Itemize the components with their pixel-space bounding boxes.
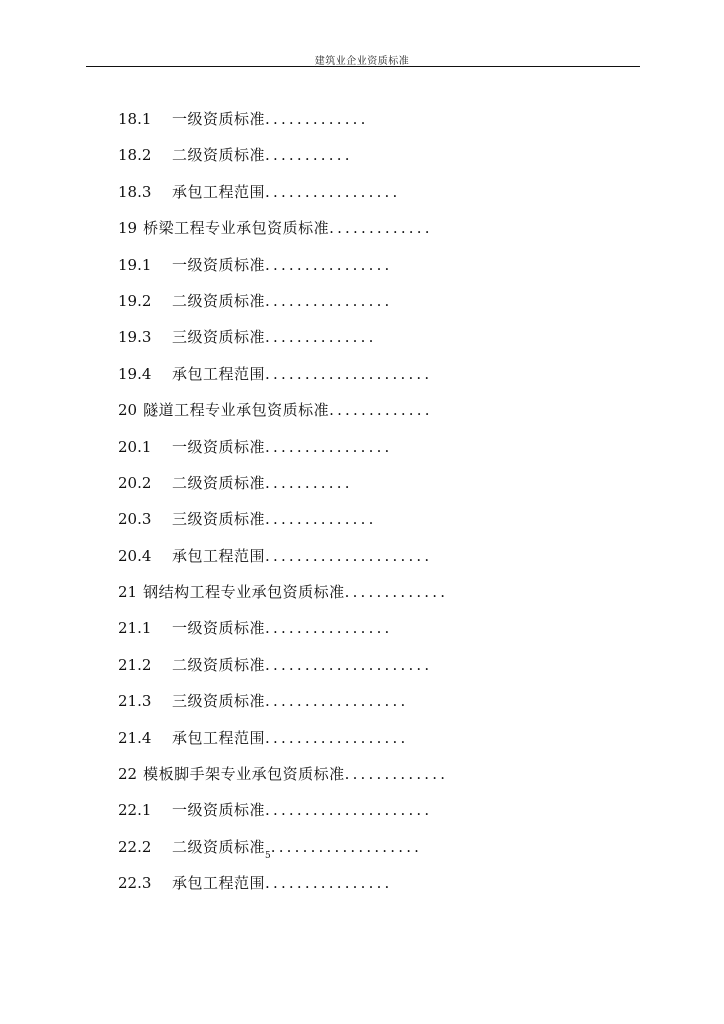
toc-entry-number: 22.2 (118, 837, 152, 856)
toc-entry-title: 一级资质标准 (172, 801, 266, 820)
toc-entry-title: 二级资质标准 (172, 837, 266, 856)
toc-entry-title: 隧道工程专业承包资质标准 (143, 401, 330, 420)
toc-section-entry (118, 323, 678, 359)
toc-dot-leader: ................... (270, 837, 423, 856)
toc-section-entry (118, 724, 678, 760)
toc-section-entry (118, 105, 678, 141)
toc-dot-leader: ................ (265, 255, 393, 274)
toc-section-entry (118, 251, 678, 287)
toc-entry-number: 22 (118, 765, 138, 784)
toc-entry-title: 三级资质标准 (172, 692, 266, 711)
toc-entry-title: 承包工程范围 (172, 364, 266, 383)
toc-section-entry (118, 505, 678, 541)
toc-dot-leader: ................ (265, 291, 393, 310)
toc-entry-number: 20 (118, 401, 138, 420)
toc-entry-number: 21.3 (118, 692, 152, 711)
toc-entry-number: 22.1 (118, 801, 152, 820)
toc-dot-leader: ............. (344, 765, 449, 784)
toc-entry-page-number: 5 (265, 850, 271, 861)
toc-dot-leader: ........... (265, 146, 353, 165)
toc-section-entry (118, 651, 678, 687)
toc-entry-number: 19.3 (118, 328, 152, 347)
toc-dot-leader: .............. (265, 510, 377, 529)
toc-entry-number: 21.2 (118, 655, 152, 674)
toc-dot-leader: ............. (329, 219, 433, 238)
toc-entry-title: 三级资质标准 (172, 510, 266, 529)
toc-entry-number: 19.2 (118, 291, 152, 310)
toc-dot-leader: ................ (265, 437, 393, 456)
toc-chapter-entry (118, 214, 678, 250)
toc-chapter-entry (118, 760, 678, 796)
toc-entry-number: 22.3 (118, 874, 152, 893)
toc-entry-number: 21 (118, 583, 138, 602)
toc-chapter-entry (118, 578, 678, 614)
toc-chapter-entry (118, 396, 678, 432)
toc-dot-leader: ..................... (265, 801, 433, 820)
toc-entry-number: 20.3 (118, 510, 152, 529)
toc-entry-title: 二级资质标准 (172, 655, 266, 674)
toc-dot-leader: .................. (265, 692, 409, 711)
toc-entry-number: 18.2 (118, 146, 152, 165)
toc-entry-title: 承包工程范围 (172, 182, 266, 201)
toc-dot-leader: ............. (265, 110, 369, 128)
toc-entry-title: 承包工程范围 (172, 546, 266, 565)
toc-section-entry (118, 614, 678, 650)
toc-entry-title: 三级资质标准 (172, 328, 266, 347)
table-of-contents (118, 105, 678, 906)
toc-section-entry (118, 687, 678, 723)
toc-entry-title: 一级资质标准 (172, 110, 266, 128)
toc-entry-title: 二级资质标准 (172, 146, 266, 165)
toc-dot-leader: .................. (265, 728, 409, 747)
toc-entry-number: 19 (118, 219, 138, 238)
header-rule (86, 66, 640, 67)
toc-entry-number: 19.1 (118, 255, 152, 274)
toc-entry-title: 二级资质标准 (172, 473, 266, 492)
toc-entry-number: 20.2 (118, 473, 152, 492)
toc-section-entry (118, 141, 678, 177)
toc-dot-leader: ................. (265, 182, 401, 201)
toc-section-entry (118, 542, 678, 578)
toc-dot-leader: ........... (265, 473, 353, 492)
toc-entry-number: 19.4 (118, 364, 152, 383)
toc-section-entry (118, 287, 678, 323)
toc-entry-title: 钢结构工程专业承包资质标准 (143, 583, 345, 602)
toc-section-entry (118, 433, 678, 469)
toc-entry-title: 模板脚手架专业承包资质标准 (143, 765, 345, 784)
toc-entry-title: 承包工程范围 (172, 874, 266, 893)
toc-entry-title: 承包工程范围 (172, 728, 266, 747)
toc-entry-number: 20.4 (118, 546, 152, 565)
toc-dot-leader: ................ (265, 619, 393, 638)
toc-entry-number: 18.1 (118, 110, 152, 128)
toc-dot-leader: ..................... (265, 364, 433, 383)
toc-dot-leader: ..................... (265, 546, 433, 565)
toc-dot-leader: ..................... (265, 655, 433, 674)
toc-dot-leader: .............. (265, 328, 377, 347)
toc-section-entry (118, 869, 678, 905)
toc-entry-title: 桥梁工程专业承包资质标准 (143, 219, 330, 238)
toc-section-entry (118, 833, 678, 869)
toc-entry-title: 一级资质标准 (172, 619, 266, 638)
toc-section-entry (118, 360, 678, 396)
toc-entry-number: 20.1 (118, 437, 152, 456)
running-header: 建筑业企业资质标准 (314, 56, 410, 67)
toc-section-entry (118, 796, 678, 832)
toc-dot-leader: ................ (265, 874, 393, 893)
toc-section-entry (118, 469, 678, 505)
toc-dot-leader: ............. (329, 401, 433, 420)
toc-entry-number: 18.3 (118, 182, 152, 201)
toc-entry-title: 一级资质标准 (172, 255, 266, 274)
toc-entry-number: 21.4 (118, 728, 152, 747)
toc-entry-title: 二级资质标准 (172, 291, 266, 310)
toc-entry-number: 21.1 (118, 619, 152, 638)
toc-dot-leader: ............. (344, 583, 449, 602)
toc-section-entry (118, 178, 678, 214)
toc-entry-title: 一级资质标准 (172, 437, 266, 456)
